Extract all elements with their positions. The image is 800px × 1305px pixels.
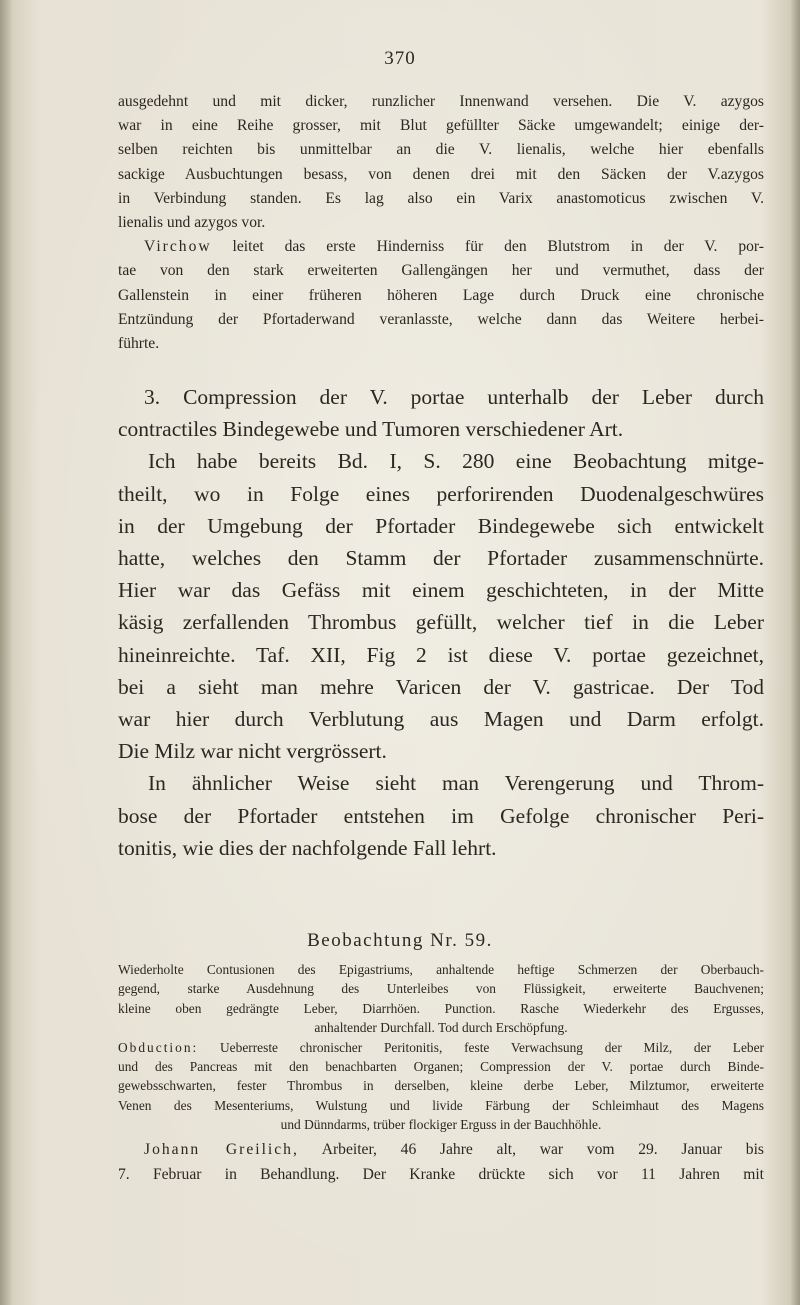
text-line <box>118 1137 764 1162</box>
case-narrative <box>118 1137 764 1187</box>
text-line: führte. <box>118 335 160 353</box>
paragraph-continuation <box>118 90 764 356</box>
obduction-label: Obduction: <box>118 1039 199 1055</box>
text-line: sackige Ausbuchtungen besass, von denen drei mit den Säcken der V.azygos <box>118 165 764 183</box>
text-line: hineinreichte. Taf. XII, Fig 2 ist diese V. portae gezeichnet, <box>118 642 764 667</box>
page-gutter-shadow <box>0 0 12 1305</box>
summary-line: anhaltender Durchfall. Tod durch Erschöpfung. <box>314 1020 568 1036</box>
text-line: 7. Februar in Behandlung. Der Kranke drückte sich vor 11 Jahren mit <box>118 1166 764 1183</box>
obduction-line <box>118 1038 764 1057</box>
text-line: hatte, welches den Stamm der Pfortader zusammenschnürte. <box>118 546 764 571</box>
summary-line: kleine oben gedrängte Leber, Diarrhöen. Punction. Rasche Wiederkehr des Ergusses, <box>118 1000 764 1016</box>
text-line: theilt, wo in Folge eines perforirenden Duodenalgeschwüres <box>118 481 764 506</box>
obduction-line: und Dünndarms, trüber flockiger Erguss in der Bauchhöhle. <box>280 1117 602 1133</box>
text-line: tonitis, wie dies der nachfolgende Fall lehrt. <box>118 835 497 860</box>
text-line: selben reichten bis unmittelbar an die V. lienalis, welche hier ebenfalls <box>118 141 764 159</box>
text-fragment: leitet das erste Hinderniss für den Blutstrom in der V. por- <box>232 238 764 256</box>
author-name: Virchow <box>144 238 212 256</box>
text-line: Hier war das Gefäss mit einem geschichteten, in der Mitte <box>118 578 764 603</box>
text-line: In ähnlicher Weise sieht man Verengerung und Throm- <box>148 771 764 796</box>
section-heading-line: contractiles Bindegewebe und Tumoren verschiedener Art. <box>118 417 624 442</box>
text-line: bose der Pfortader entstehen im Gefolge chronischer Peri- <box>118 803 764 828</box>
obduction-line: und des Pancreas mit den benachbarten Organen; Compression der V. portae durch Binde- <box>118 1059 764 1075</box>
text-fragment: Ueberreste chronischer Peritonitis, feste Verwachsung der Milz, der Leber <box>220 1039 764 1055</box>
text-line: in der Umgebung der Pfortader Bindegewebe sich entwickelt <box>118 513 764 538</box>
text-line: Gallenstein in einer früheren höheren Lage durch Druck eine chronische <box>118 286 764 304</box>
text-line: war in eine Reihe grosser, mit Blut gefüllter Säcke umgewandelt; einige der- <box>118 117 764 135</box>
text-line: bei a sieht man mehre Varicen der V. gastricae. Der Tod <box>118 674 764 699</box>
page-number: 370 <box>384 48 416 69</box>
section-3 <box>118 381 764 864</box>
obduction-line: gewebsschwarten, fester Thrombus in derselben, kleine derbe Leber, Milztumor, erweiterte <box>118 1078 764 1094</box>
patient-name: Johann Greilich, <box>144 1141 299 1158</box>
case-summary <box>118 960 764 1135</box>
text-line: war hier durch Verblutung aus Magen und Darm erfolgt. <box>118 707 764 732</box>
text-line <box>118 235 764 259</box>
text-line: lienalis und azygos vor. <box>118 214 266 232</box>
text-fragment: Arbeiter, 46 Jahre alt, war vom 29. Januar bis <box>321 1141 764 1158</box>
text-line: tae von den stark erweiterten Gallengängen her und vermuthet, dass der <box>118 262 764 280</box>
text-line: Die Milz war nicht vergrössert. <box>118 739 387 764</box>
page-edge-shadow <box>790 0 800 1305</box>
text-line: käsig zerfallenden Thrombus gefüllt, welcher tief in die Leber <box>118 610 764 635</box>
text-line: ausgedehnt und mit dicker, runzlicher Innenwand versehen. Die V. azygos <box>118 93 764 110</box>
summary-line: gegend, starke Ausdehnung des Unterleibes von Flüssigkeit, erweiterte Bauchvenen; <box>118 981 764 997</box>
observation-title: Beobachtung Nr. 59. <box>307 930 493 951</box>
obduction-line: Venen des Mesenteriums, Wulstung und livide Färbung der Schleimhaut des Magens <box>118 1097 764 1113</box>
summary-line: Wiederholte Contusionen des Epigastriums, anhaltende heftige Schmerzen der Oberbauch- <box>118 962 764 977</box>
text-line: in Verbindung standen. Es lag also ein Varix anastomoticus zwischen V. <box>118 189 764 207</box>
text-line: Ich habe bereits Bd. I, S. 280 eine Beobachtung mitge- <box>148 449 764 474</box>
section-heading-line: 3. Compression der V. portae unterhalb der Leber durch <box>144 385 764 409</box>
text-line: Entzündung der Pfortaderwand veranlasste, welche dann das Weitere herbei- <box>118 310 764 328</box>
